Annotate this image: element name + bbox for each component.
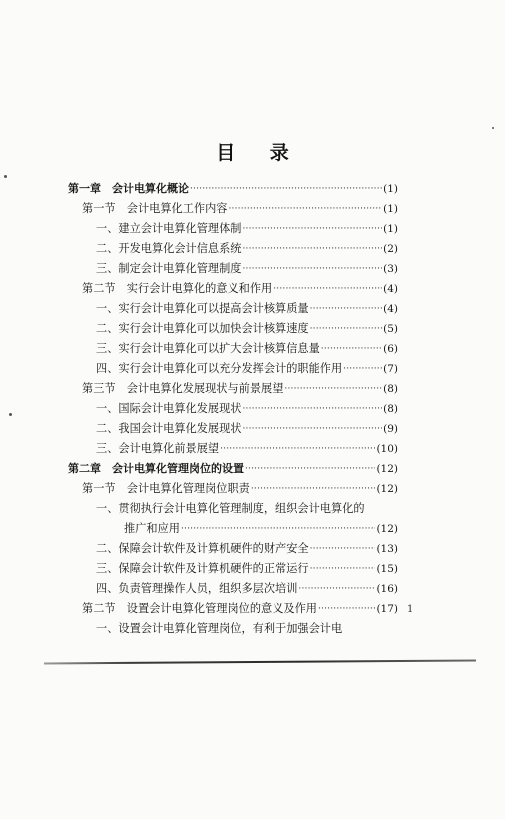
- toc-entry-label: 第二节 实行会计电算化的意义和作用: [82, 282, 273, 295]
- toc-entry-page: (10): [376, 443, 398, 455]
- toc-entry-page: (16): [376, 583, 398, 595]
- leader-dots: [310, 300, 383, 318]
- leader-dots: [343, 360, 382, 378]
- toc-subsection[interactable]: [96, 620, 398, 638]
- toc-entry-label: 一、贯彻执行会计电算化管理制度，组织会计电算化的: [96, 502, 365, 515]
- toc-entry-page: (4): [383, 303, 398, 315]
- toc-entry-label: 第二章 会计电算化管理岗位的设置: [68, 462, 244, 475]
- toc-entry-page: (1): [383, 203, 398, 215]
- toc-entry-page: (12): [376, 483, 398, 495]
- toc-section[interactable]: [82, 200, 398, 218]
- toc-entry-label: 一、建立会计电算化管理体制: [96, 222, 242, 235]
- leader-dots: [321, 340, 382, 358]
- toc-subsection[interactable]: [96, 580, 398, 598]
- leader-dots: [242, 420, 382, 438]
- toc-entry-page: (2): [383, 243, 398, 255]
- toc-subsection[interactable]: [96, 540, 398, 558]
- toc-subsection[interactable]: [96, 400, 398, 418]
- leader-dots: [220, 440, 375, 458]
- toc-entry-label: 二、保障会计软件及计算机硬件的财产安全: [96, 542, 309, 555]
- leader-dots: [228, 200, 382, 218]
- toc-entry-page: (12): [376, 523, 398, 535]
- toc-subsection[interactable]: [96, 240, 398, 258]
- scan-bottom-rule: [44, 659, 476, 664]
- leader-dots: [318, 600, 375, 618]
- toc-entry-label: 第三节 会计电算化发展现状与前景展望: [82, 382, 284, 395]
- toc-entry-page: (5): [383, 323, 398, 335]
- toc-entry-page: (9): [383, 423, 398, 435]
- toc-subsection-continued[interactable]: [124, 520, 398, 538]
- toc-entry-label: 三、制定会计电算化管理制度: [96, 262, 242, 275]
- toc-entry-label: 第一节 会计电算化管理岗位职责: [82, 482, 250, 495]
- toc-entry-label: 二、实行会计电算化可以加快会计核算速度: [96, 322, 309, 335]
- scan-speck: [9, 413, 12, 416]
- leader-dots: [242, 240, 382, 258]
- toc-section[interactable]: [82, 380, 398, 398]
- toc-entry-label: 四、实行会计电算化可以充分发挥会计的职能作用: [96, 362, 343, 375]
- toc-entry-label: 第一节 会计电算化工作内容: [82, 202, 228, 215]
- toc-subsection[interactable]: [96, 260, 398, 278]
- toc-entry-page: (17): [376, 603, 398, 615]
- leader-dots: [310, 320, 383, 338]
- leader-dots: [242, 400, 382, 418]
- leader-dots: [242, 260, 382, 278]
- toc-entry-label: 二、开发电算化会计信息系统: [96, 242, 242, 255]
- toc-entry-label: 第二节 设置会计电算化管理岗位的意义及作用: [82, 602, 317, 615]
- toc-entry-page: (8): [383, 383, 398, 395]
- toc-entry-label: 第一章 会计电算化概论: [68, 182, 189, 195]
- toc-entry-page: (1): [383, 223, 398, 235]
- toc-entry-page: (3): [383, 263, 398, 275]
- toc-entry-page: (1): [383, 183, 398, 195]
- toc-subsection[interactable]: [96, 300, 398, 318]
- leader-dots: [190, 180, 382, 198]
- toc-section[interactable]: [82, 600, 398, 618]
- leader-dots: [298, 580, 375, 598]
- leader-dots: [245, 460, 375, 478]
- toc-subsection[interactable]: [96, 500, 398, 518]
- toc-entry-page: (12): [376, 463, 398, 475]
- page-number: 1: [407, 604, 414, 615]
- toc-subsection[interactable]: [96, 360, 398, 378]
- scan-speck: [4, 175, 7, 178]
- leader-dots: [273, 280, 382, 298]
- scan-speck: [492, 127, 494, 129]
- toc-entry-label: 一、国际会计电算化发展现状: [96, 402, 242, 415]
- toc-subsection[interactable]: [96, 560, 398, 578]
- leader-dots: [181, 520, 375, 538]
- toc-chapter-2[interactable]: [68, 460, 398, 478]
- leader-dots: [251, 480, 376, 498]
- toc-entry-label: 三、会计电算化前景展望: [96, 442, 220, 455]
- toc-entry-label: 二、我国会计电算化发展现状: [96, 422, 242, 435]
- toc-entry-page: (15): [376, 563, 398, 575]
- leader-dots: [310, 540, 376, 558]
- toc-subsection[interactable]: [96, 320, 398, 338]
- toc-entry-label: 三、保障会计软件及计算机硬件的正常运行: [96, 562, 309, 575]
- toc-entry-label: 三、实行会计电算化可以扩大会计核算信息量: [96, 342, 320, 355]
- toc-entry-page: (8): [383, 403, 398, 415]
- leader-dots: [242, 220, 382, 238]
- toc-section[interactable]: [82, 280, 398, 298]
- toc-subsection[interactable]: [96, 440, 398, 458]
- leader-dots: [284, 380, 382, 398]
- toc-subsection[interactable]: [96, 220, 398, 238]
- toc-chapter-1[interactable]: [68, 180, 398, 198]
- toc-entry-label: 推广和应用: [124, 522, 180, 535]
- toc-subsection[interactable]: [96, 340, 398, 358]
- toc-entry-page: (6): [383, 343, 398, 355]
- toc-entry-page: (4): [383, 283, 398, 295]
- toc-entry-page: (13): [376, 543, 398, 555]
- toc-entry-page: (7): [383, 363, 398, 375]
- toc-section[interactable]: [82, 480, 398, 498]
- toc-entry-label: 一、实行会计电算化可以提高会计核算质量: [96, 302, 309, 315]
- toc-entry-label: 一、设置会计电算化管理岗位，有利于加强会计电: [96, 622, 343, 635]
- page-title: 目 录: [216, 142, 303, 164]
- toc-entry-label: 四、负责管理操作人员，组织多层次培训: [96, 582, 298, 595]
- leader-dots: [310, 560, 376, 578]
- toc-subsection[interactable]: [96, 420, 398, 438]
